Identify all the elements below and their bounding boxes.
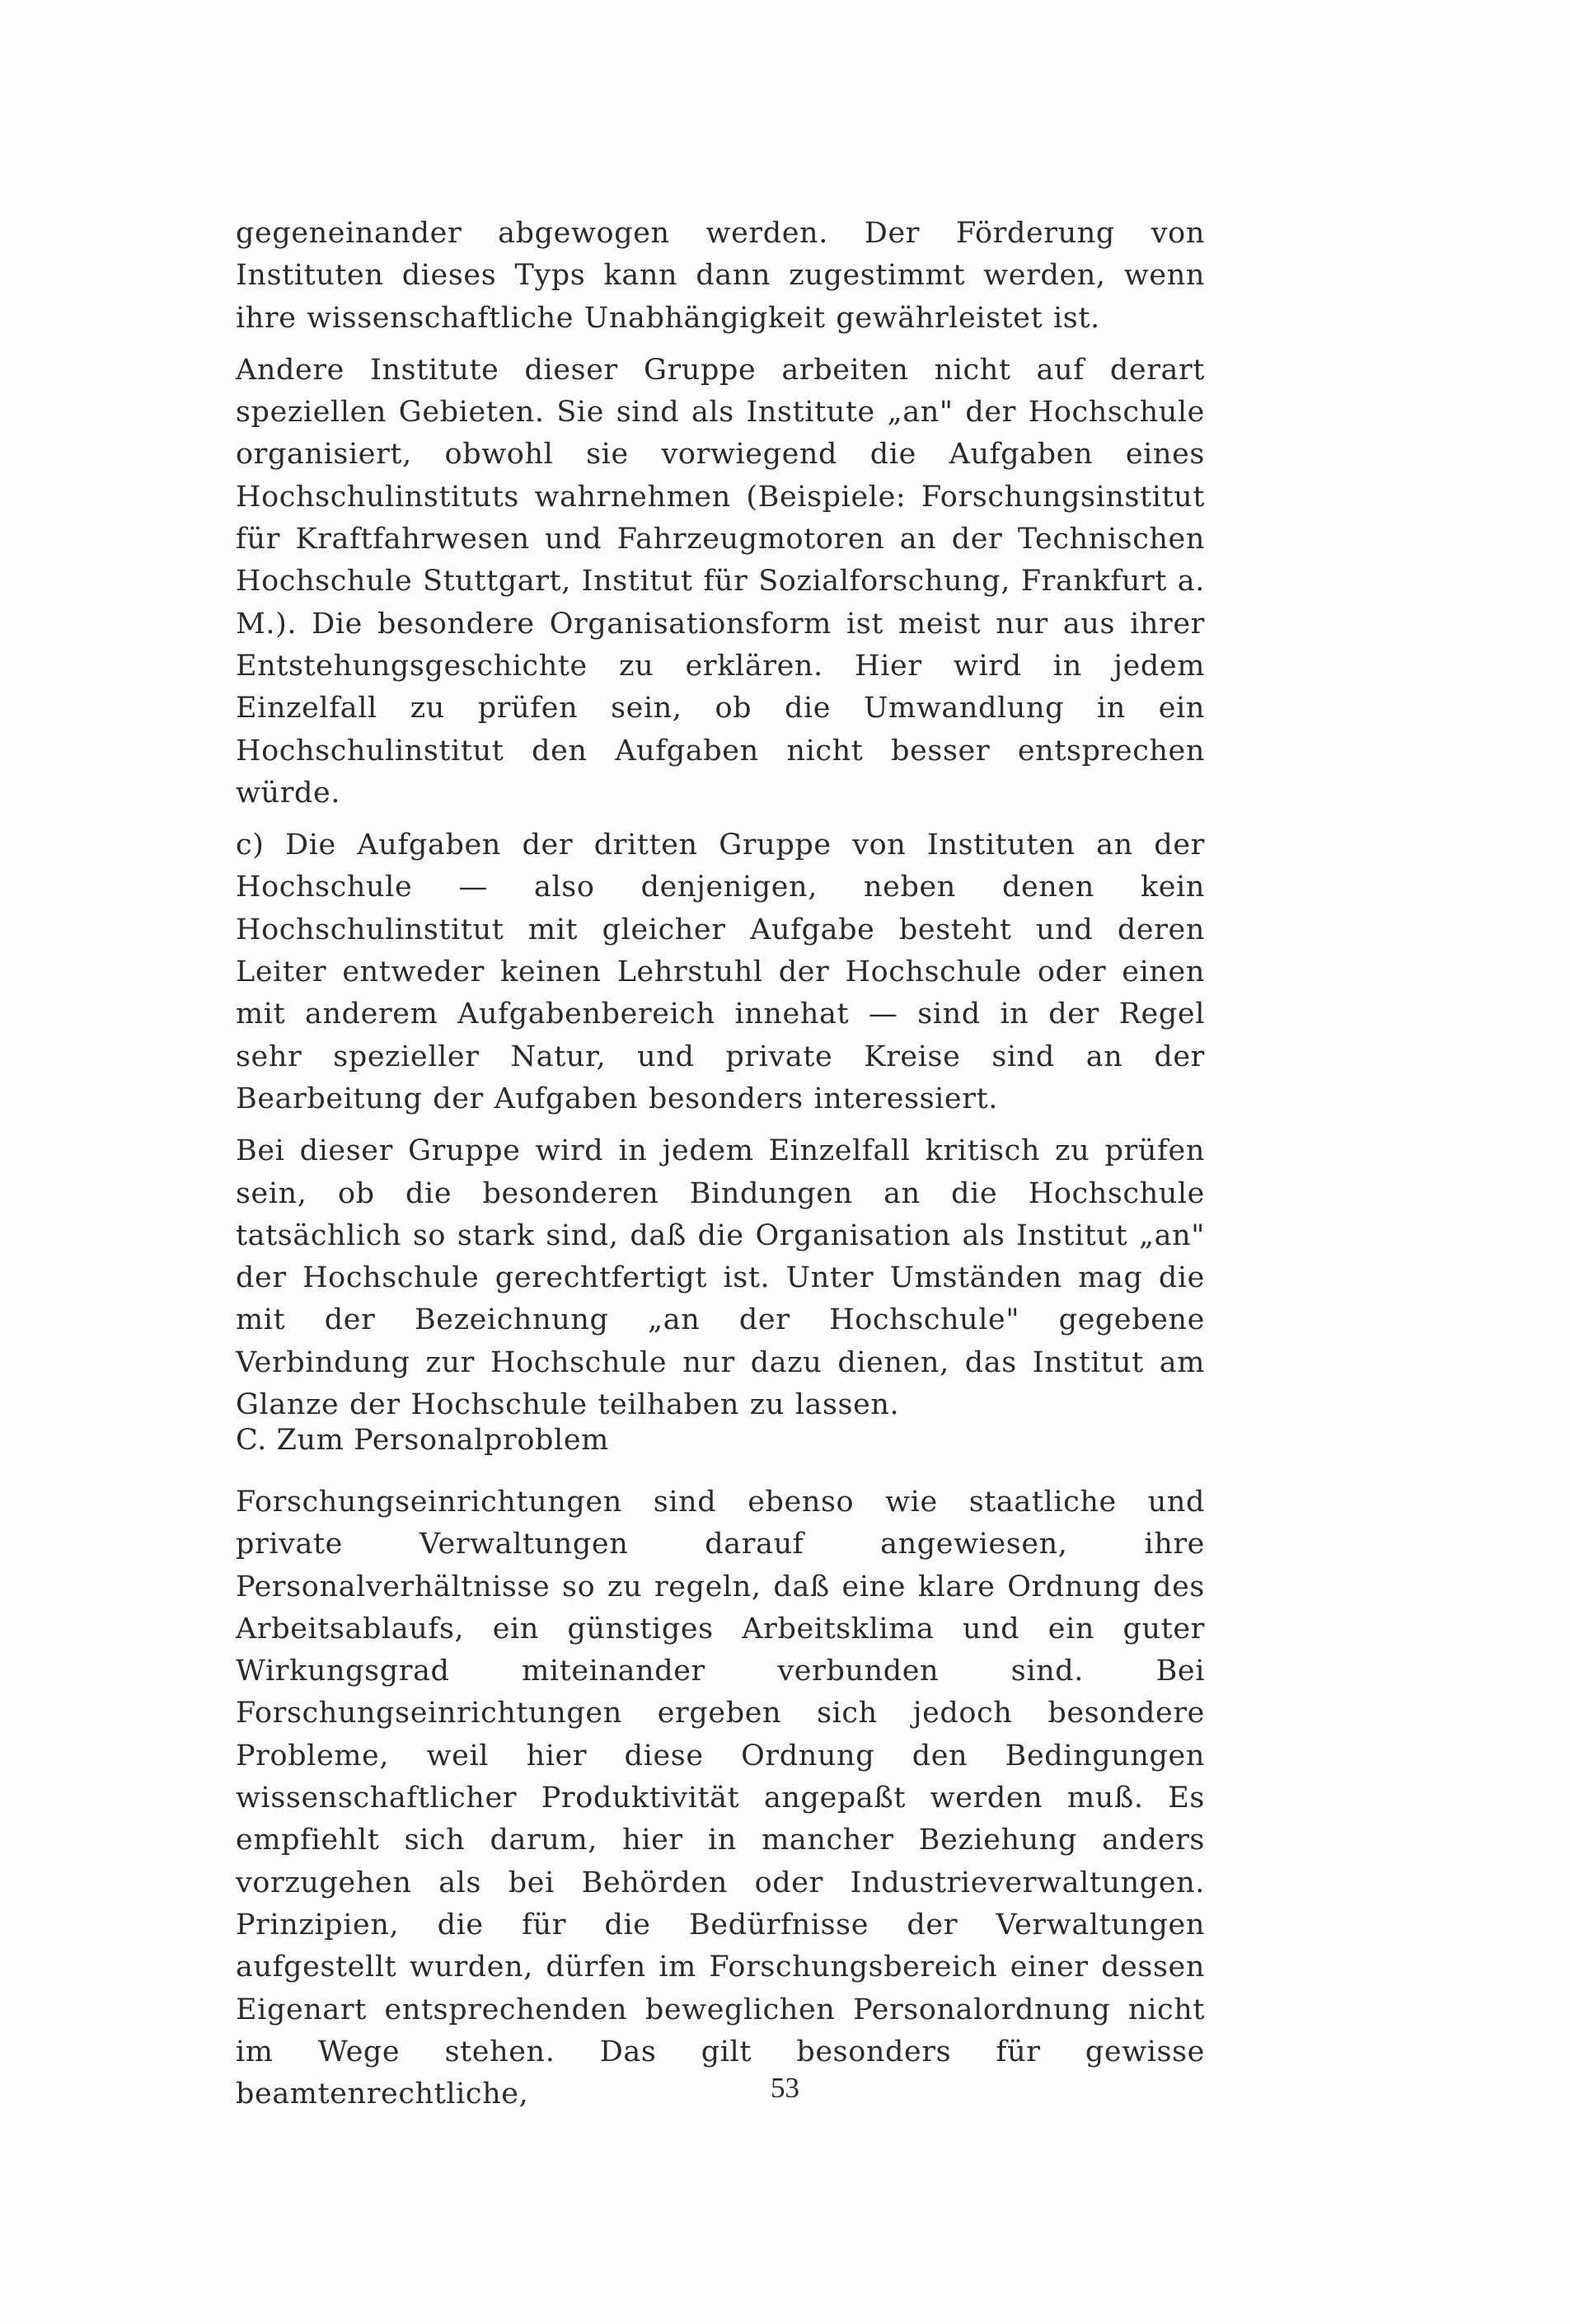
body-text-upper — [236, 213, 1205, 1426]
page-number: 53 — [771, 2072, 799, 2104]
paragraph-continuation: gegeneinander abgewogen werden. Der Förderung von Instituten dieses Typs kann dann zugestimmt werden, wenn ihre wissenschaftliche Unabhängigkeit gewährleistet ist. — [236, 217, 1205, 335]
paragraph-third-group: c) Die Aufgaben der dritten Gruppe von Instituten an der Hochschule — also denjenigen, neben denen kein Hochschulinstitut mit gleicher Aufgabe besteht und deren Leiter entweder keinen Lehrstuhl der Hochschule oder einen mit anderem Aufgabenbereich innehat — sind in der Regel sehr spezieller Natur, und private Kreise sind an der Bearbeitung der Aufgaben besonders interessiert. — [236, 829, 1205, 1115]
body-text-lower — [236, 1481, 1205, 2115]
paragraph-other-institutes: Andere Institute dieser Gruppe arbeiten nicht auf derart speziellen Gebieten. Sie sind als Institute „an" der Hochschule organisiert, obwohl sie vorwiegend die Aufgaben eines Hochschulinstituts wahrnehmen (Beispiele: Forschungsinstitut für Kraftfahrwesen und Fahrzeugmotoren an der Technischen Hochschule Stuttgart, Institut für Sozialforschung, Frankfurt a. M.). Die besondere Organisationsform ist meist nur aus ihrer Entstehungsgeschichte zu erklären. Hier wird in jedem Einzelfall zu prüfen sein, ob die Umwandlung in ein Hochschulinstitut den Aufgaben nicht besser entsprechen würde. — [236, 353, 1205, 810]
section-heading: C. Zum Personalproblem — [236, 1424, 609, 1457]
paragraph-group-review: Bei dieser Gruppe wird in jedem Einzelfall kritisch zu prüfen sein, ob die besonderen Bindungen an die Hochschule tatsächlich so stark sind, daß die Organisation als Institut „an" der Hochschule gerechtfertigt ist. Unter Umständen mag die mit der Bezeichnung „an der Hochschule" gegebene Verbindung zur Hochschule nur dazu dienen, das Institut am Glanze der Hochschule teilhaben zu lassen. — [236, 1134, 1205, 1422]
paragraph-personnel: Forschungseinrichtungen sind ebenso wie staatliche und private Verwaltungen darauf angewiesen, ihre Personalverhältnisse so zu regeln, daß eine klare Ordnung des Arbeitsablaufs, ein günstiges Arbeitsklima und ein guter Wirkungsgrad miteinander verbunden sind. Bei Forschungseinrichtungen ergeben sich jedoch besondere Probleme, weil hier diese Ordnung den Bedingungen wissenschaftlicher Produktivität angepaßt werden muß. Es empfiehlt sich darum, hier in mancher Beziehung anders vorzugehen als bei Behörden oder Industrieverwaltungen. Prinzipien, die für die Bedürfnisse der Verwaltungen aufgestellt wurden, dürfen im Forschungsbereich einer dessen Eigenart entsprechenden beweglichen Personalordnung nicht im Wege stehen. Das gilt besonders für gewisse beamtenrechtliche, — [236, 1486, 1205, 2111]
